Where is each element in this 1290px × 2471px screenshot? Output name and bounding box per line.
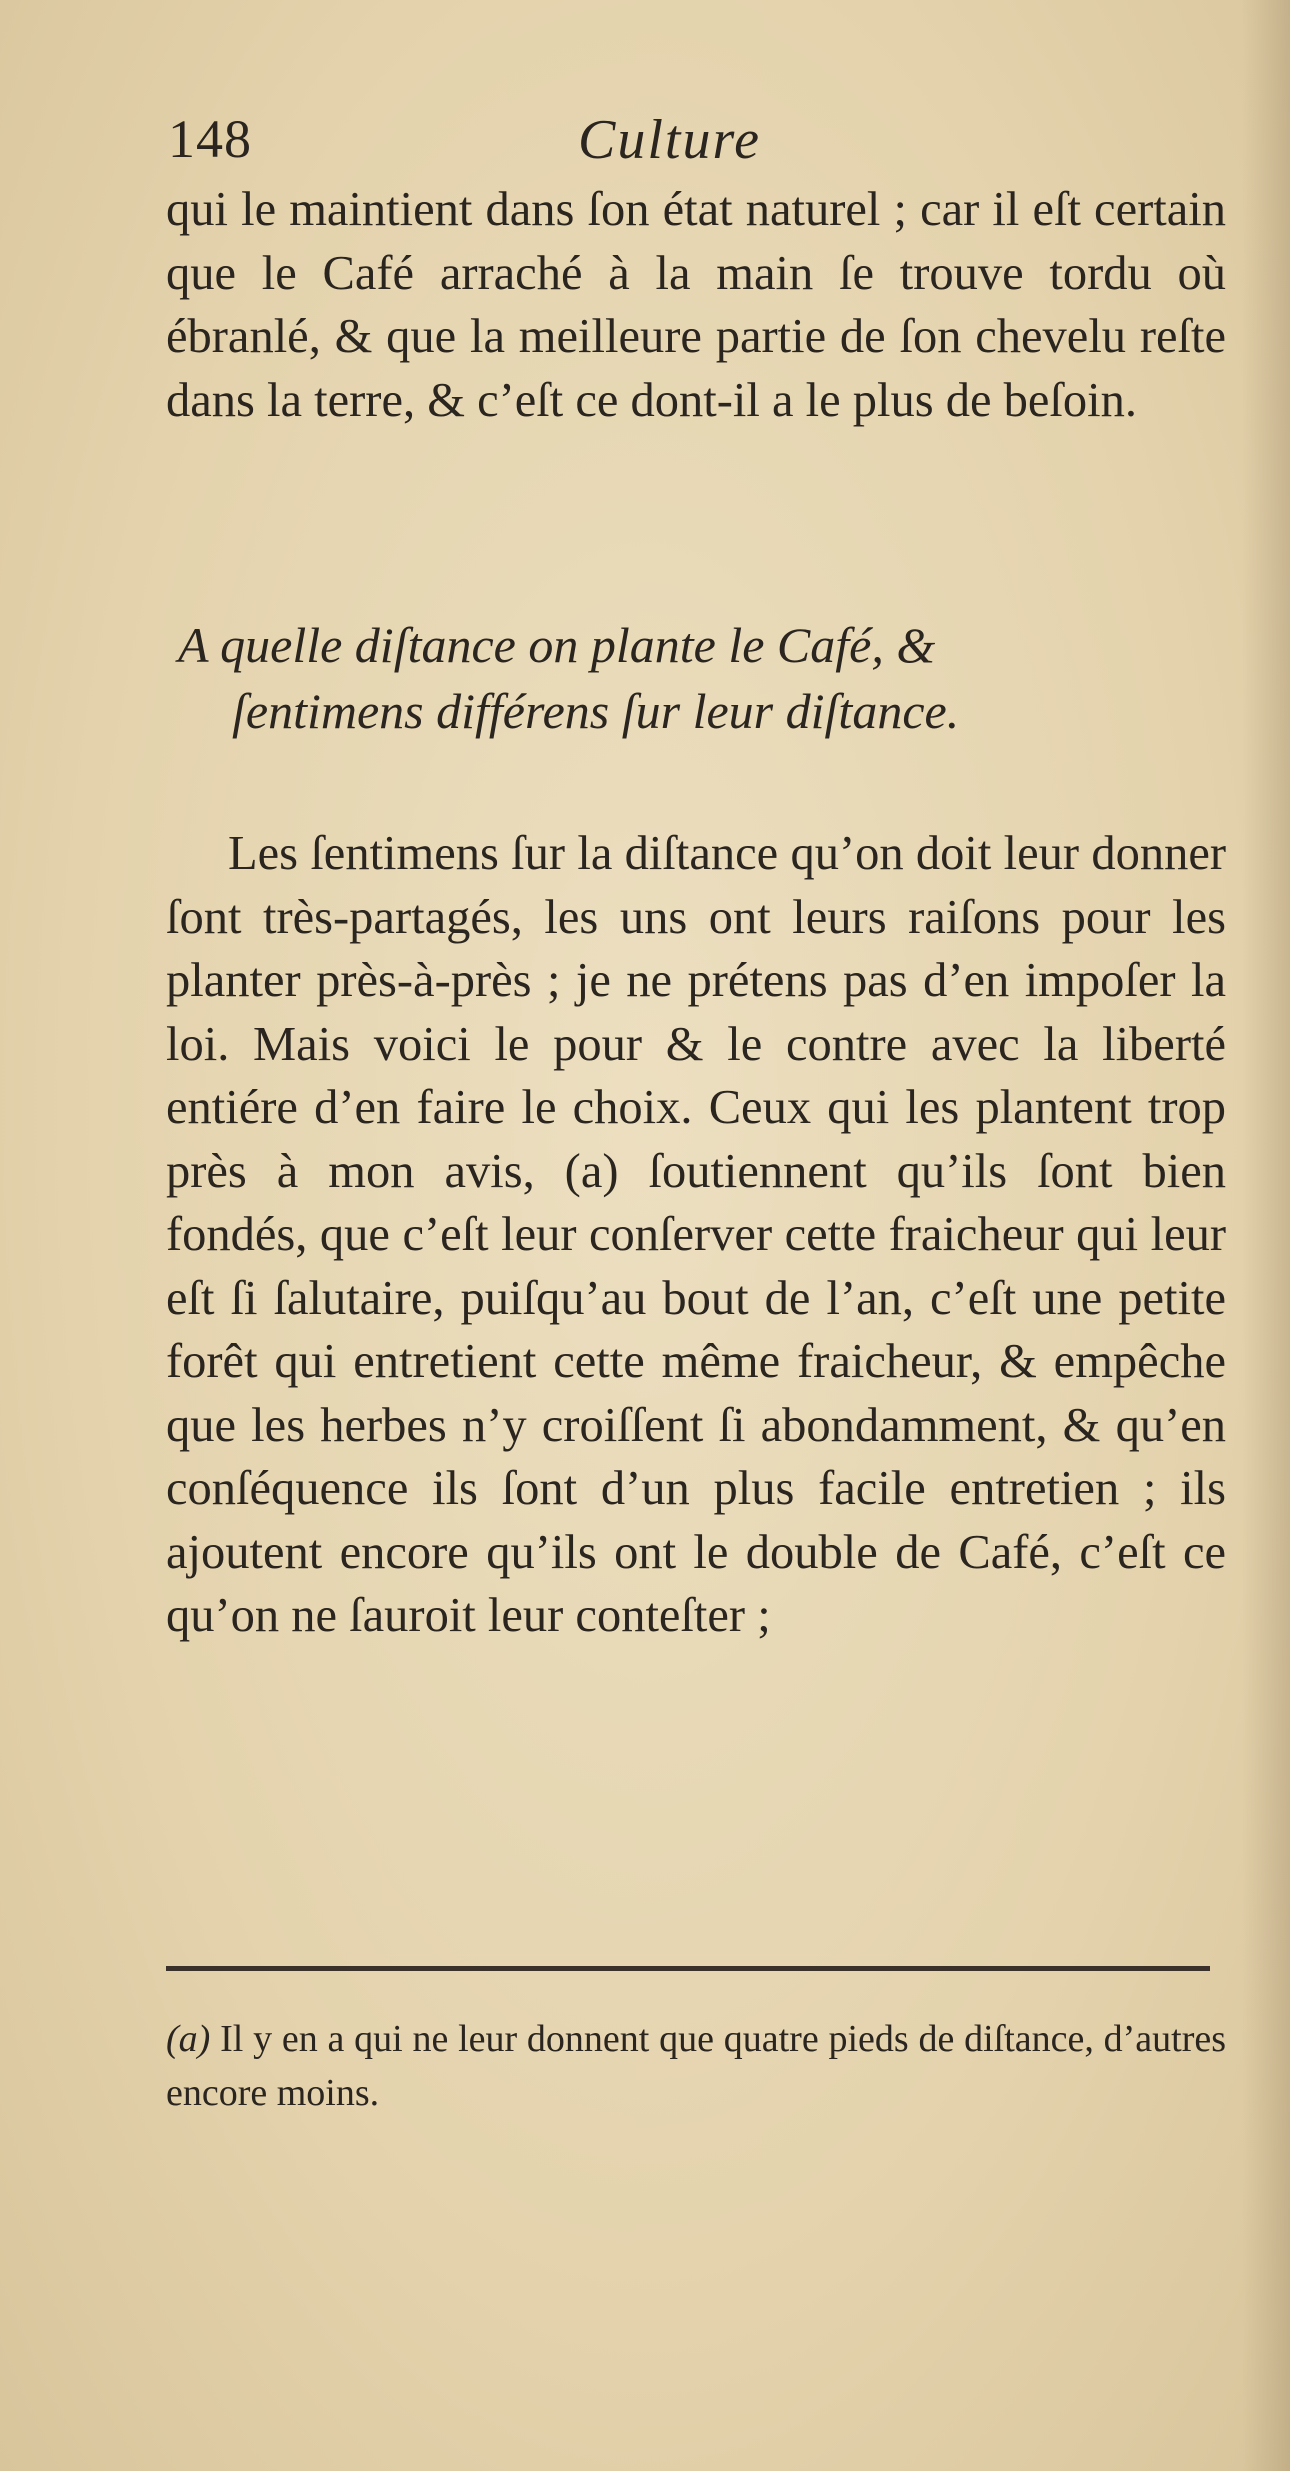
section-subheading xyxy=(178,612,1238,744)
page-edge-shadow xyxy=(1242,0,1290,2471)
page-number: 148 xyxy=(168,109,252,169)
subheading-line-1: A quelle diſtance on plante le Café, & xyxy=(178,617,936,673)
footnote-text: Il y en a qui ne leur donnent que quatre pieds de diſtance, d’autres encore moins. xyxy=(166,2018,1227,2114)
footnote-marker: (a) xyxy=(166,2018,211,2060)
paragraph-2: Les ſentimens ſur la diſtance qu’on doit leur donner ſont très-partagés, les uns ont leurs raiſons pour les planter près-à-près ; je ne prétens pas d’en impoſer la loi. Mais voici le pour & le contre avec la liberté entiére d’en faire le choix. Ceux qui les plantent trop près à mon avis, (a) ſoutiennent qu’ils ſont bien fondés, que c’eſt leur conſerver cette fraicheur qui leur eſt ſi ſalutaire, puiſqu’au bout de l’an, c’eſt une petite forêt qui entretient cette même fraicheur, & empêche que les herbes n’y croiſſent ſi abondamment, & qu’en conſéquence ils ſont d’un plus facile entretien ; ils ajoutent encore qu’ils ont le double de Café, c’eſt ce qu’on ne ſauroit leur conteſter ; xyxy=(166,827,1226,1642)
paragraph-1: qui le maintient dans ſon état naturel ; car il eſt certain que le Café arraché à la main ſe trouve tordu où ébranlé, & que la meilleure partie de ſon chevelu reſte dans la terre, & c’eſt ce dont-il a le plus de beſoin. xyxy=(166,183,1226,427)
running-head: Culture xyxy=(578,109,762,171)
subheading-line-2: ſentimens différens ſur leur diſtance. xyxy=(232,683,960,739)
footnote xyxy=(166,2012,1226,2120)
page-header xyxy=(168,108,1228,188)
footnote-rule xyxy=(166,1966,1210,1971)
